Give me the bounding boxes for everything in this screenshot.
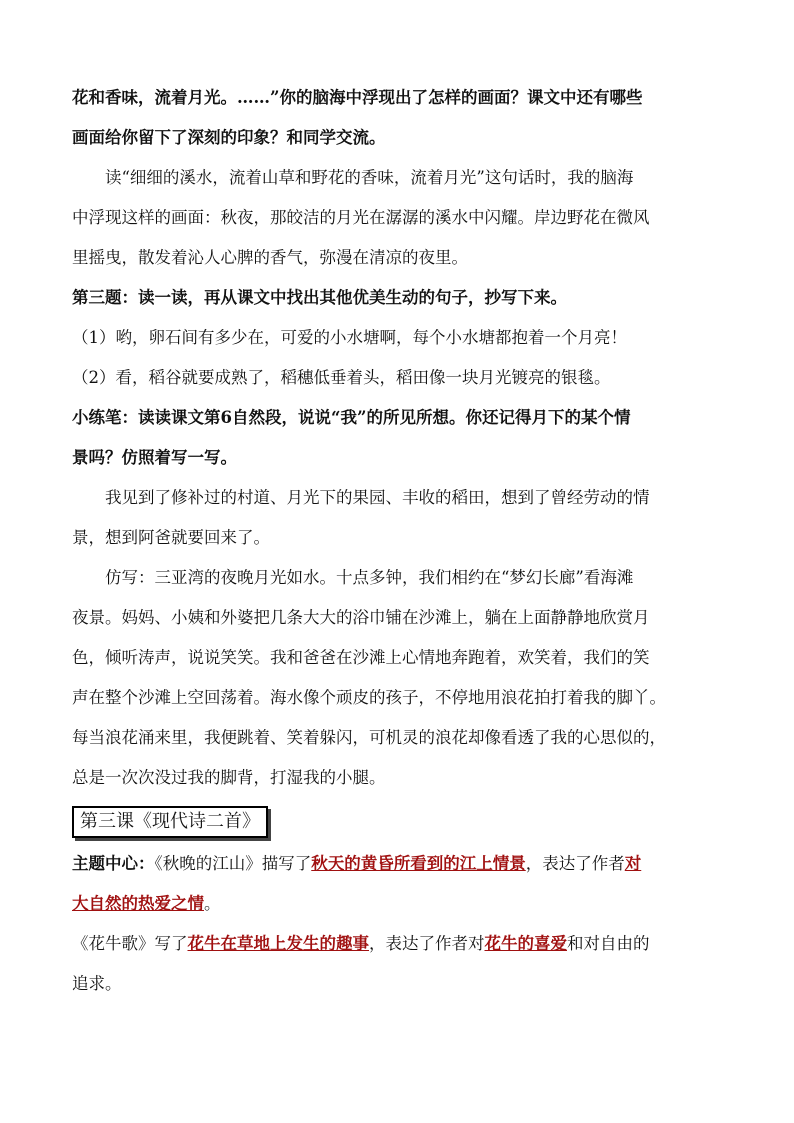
- imitation-line-4: 声在整个沙滩上空回荡着。海水像个顽皮的孩子，不停地用浪花拍打着我的脚丫。: [72, 688, 666, 707]
- theme-p2-text-a: 《花牛歌》写了: [72, 934, 188, 953]
- theme-label: 主题中心：: [72, 854, 155, 873]
- lesson-heading-row: [72, 800, 724, 844]
- q3-item-2: （2）看，稻谷就要成熟了，稻穗低垂着头，稻田像一块月光镀亮的银毯。: [72, 368, 611, 387]
- exercise-answer-line-1: 我见到了修补过的村道、月光下的果园、丰收的稻田，想到了曾经劳动的情: [105, 488, 650, 507]
- theme-p2-text-b: ，表达了作者对: [369, 934, 485, 953]
- theme-line-4: 追求。: [72, 974, 122, 993]
- lesson-heading: 第三课《现代诗二首》: [72, 806, 268, 838]
- q2-tail-line-1: 花和香味，流着月光。……”你的脑海中浮现出了怎样的画面？课文中还有哪些: [72, 88, 643, 107]
- theme-p1-end: 。: [204, 894, 221, 913]
- q2-answer-line-2: 中浮现这样的画面：秋夜，那皎洁的月光在潺潺的溪水中闪耀。岸边野花在微风: [72, 208, 650, 227]
- theme-p2-answer-1: 花牛在草地上发生的趣事: [187, 934, 369, 953]
- imitation-line-3: 色，倾听涛声，说说笑笑。我和爸爸在沙滩上心情地奔跑着，欢笑着，我们的笑: [72, 648, 650, 667]
- imitation-line-6: 总是一次次没过我的脚背，打湿我的小腿。: [72, 768, 386, 787]
- theme-line-2: [72, 884, 724, 924]
- imitation-line-2: 夜景。妈妈、小姨和外婆把几条大大的浴巾铺在沙滩上，躺在上面静静地欣赏月: [72, 608, 650, 627]
- q2-answer-line-3: 里摇曳，散发着沁人心脾的香气，弥漫在清凉的夜里。: [72, 248, 468, 267]
- theme-p2-text-c: 和对自由的: [567, 934, 650, 953]
- theme-p1-text-a: 《秋晚的江山》描写了: [154, 854, 312, 873]
- document-page: [72, 78, 724, 1004]
- q3-item-1: （1）哟，卵石间有多少在，可爱的小水塘啊，每个小水塘都抱着一个月亮！: [72, 328, 627, 347]
- imitation-line-5: 每当浪花涌来里，我便跳着、笑着躲闪，可机灵的浪花却像看透了我的心思似的，: [72, 728, 666, 747]
- theme-line-1: [72, 844, 724, 884]
- theme-p2-answer-2: 花牛的喜爱: [484, 934, 567, 953]
- exercise-title-line-2: 景吗？仿照着写一写。: [72, 448, 237, 467]
- q2-answer-line-1: 读“细细的溪水，流着山草和野花的香味，流着月光”这句话时，我的脑海: [105, 168, 634, 187]
- theme-line-3: [72, 924, 724, 964]
- q3-title: 第三题：读一读，再从课文中找出其他优美生动的句子，抄写下来。: [72, 288, 567, 307]
- imitation-line-1: 仿写：三亚湾的夜晚月光如水。十点多钟，我们相约在“梦幻长廊”看海滩: [105, 568, 634, 587]
- theme-p1-answer-2a: 对: [624, 854, 642, 873]
- theme-p1-answer-2b: 大自然的热爱之情: [72, 894, 204, 913]
- q2-tail-line-2: 画面给你留下了深刻的印象？和同学交流。: [72, 128, 386, 147]
- theme-p1-text-b: ，表达了作者: [525, 854, 625, 873]
- exercise-answer-line-2: 景，想到阿爸就要回来了。: [72, 528, 270, 547]
- exercise-title-line-1: 小练笔：读读课文第6自然段，说说“我”的所见所想。你还记得月下的某个情: [72, 408, 631, 427]
- theme-p1-answer-1: 秋天的黄昏所看到的江上情景: [311, 854, 526, 873]
